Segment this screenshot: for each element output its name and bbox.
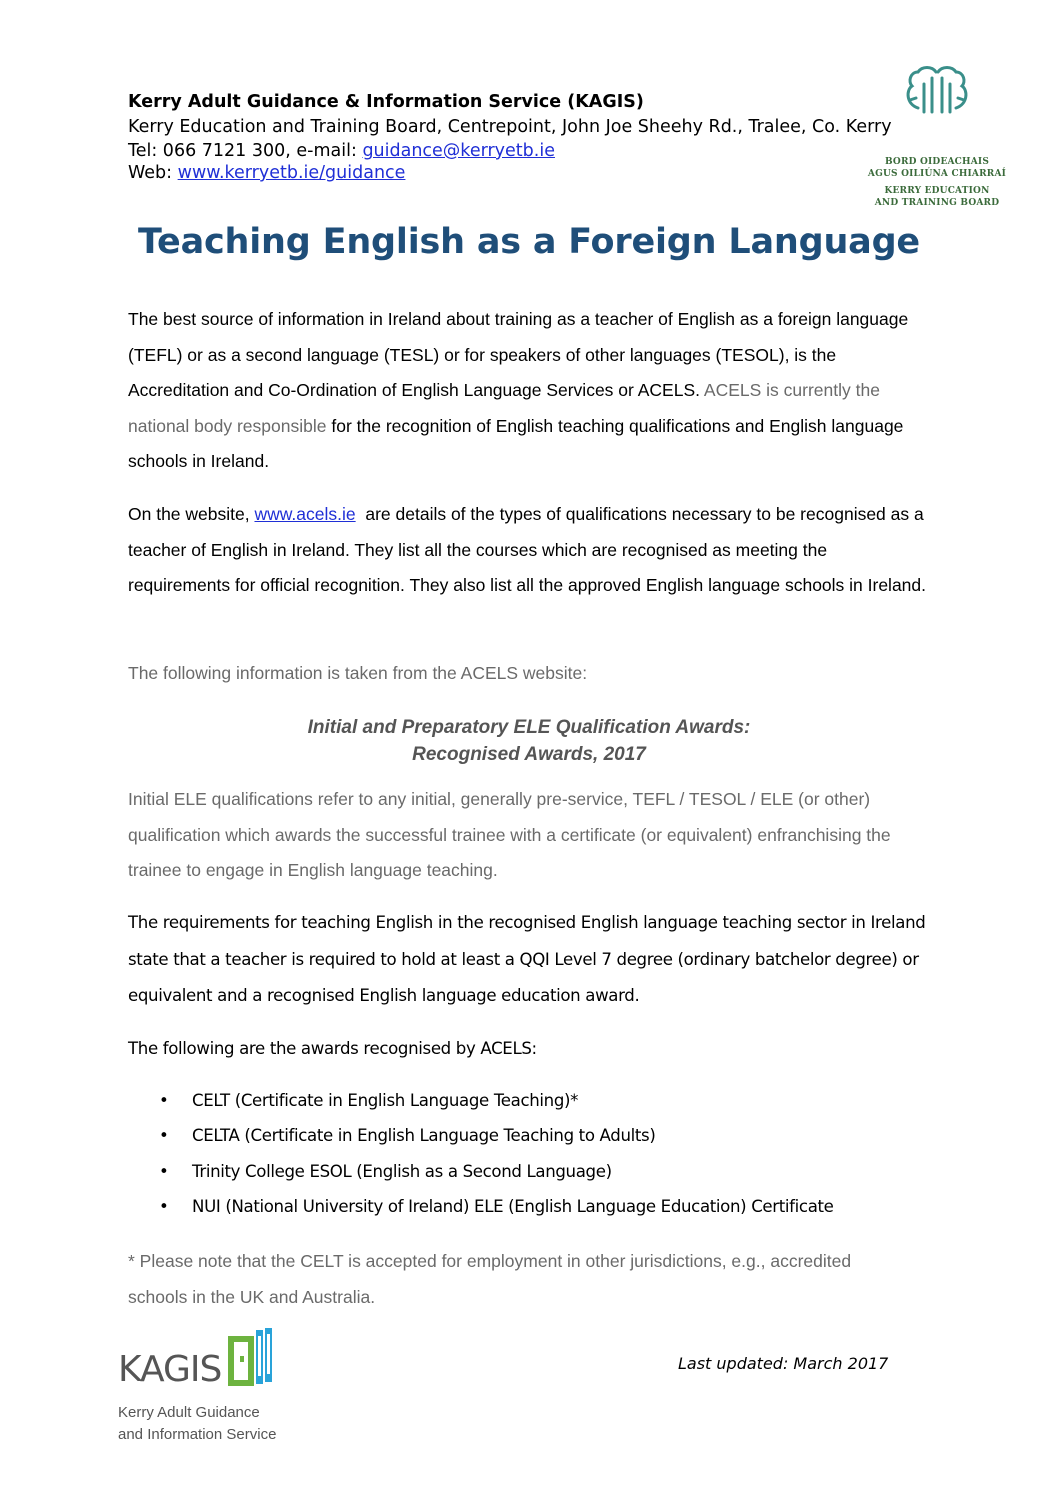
header-org-name: Kerry Adult Guidance & Information Service (KAGIS): [128, 92, 644, 112]
intro-part2: ACELS is currently the national body responsible: [128, 380, 880, 436]
kagis-wordmark: KAGIS: [118, 1349, 222, 1390]
list-item: • CELTA (Certificate in English Language Teaching to Adults): [128, 1118, 938, 1153]
kagis-logo: [118, 1326, 318, 1486]
etb-logo: [862, 60, 1012, 210]
list-item: • CELT (Certificate in English Language Teaching)*: [128, 1083, 938, 1118]
subheading-line2: Recognised Awards, 2017: [412, 744, 646, 765]
initial-ele-paragraph: Initial ELE qualifications refer to any initial, generally pre-service, TEFL / TESOL / ELE (or other) qualification which awards the successful trainee with a certificate (or equivalent) enfranchising the trainee to engage in English language teaching.: [128, 789, 891, 880]
etb-english-line2: AND TRAINING BOARD: [874, 198, 1000, 208]
header-address: Kerry Education and Training Board, Centrepoint, John Joe Sheehy Rd., Tralee, Co. Kerry: [128, 117, 892, 137]
web-link[interactable]: www.kerryetb.ie/guidance: [177, 163, 406, 183]
etb-english-line1: KERRY EDUCATION: [884, 186, 990, 196]
website-prefix: On the website,: [128, 504, 255, 524]
footnote: * Please note that the CELT is accepted for employment in other jurisdictions, e.g., accredited schools in the UK and Australia.: [128, 1251, 852, 1307]
last-updated: Last updated: March 2017: [678, 1354, 889, 1373]
bullet-icon: •: [159, 1091, 169, 1110]
list-item: • NUI (National University of Ireland) ELE (English Language Education) Certificate: [128, 1189, 938, 1224]
source-note: The following information is taken from the ACELS website:: [128, 663, 588, 683]
etb-irish-line2: AGUS OILIÚNA CHIARRAÍ: [867, 169, 1007, 179]
kagis-sub-line2: and Information Service: [118, 1426, 277, 1443]
header-web: [128, 161, 405, 186]
email-link[interactable]: guidance@kerryetb.ie: [362, 141, 555, 161]
subheading: [0, 714, 1058, 768]
header-tel: Tel: 066 7121 300, e-mail:: [128, 141, 363, 161]
kagis-subtitle: [118, 1402, 276, 1446]
page-title: Teaching English as a Foreign Language: [138, 222, 920, 262]
list-item: • Trinity College ESOL (English as a Second Language): [128, 1154, 938, 1189]
intro-part3: for the recognition of English teaching qualifications and English language schools in Ireland.: [128, 415, 904, 471]
website-paragraph: [128, 497, 928, 604]
etb-irish-line1: BORD OIDEACHAIS: [884, 157, 990, 167]
subheading-line1: Initial and Preparatory ELE Qualification Awards:: [307, 717, 751, 738]
acels-link[interactable]: www.acels.ie: [254, 504, 356, 524]
kagis-sub-line1: Kerry Adult Guidance: [118, 1404, 260, 1421]
requirements-paragraph: The requirements for teaching English in the recognised English language teaching sector in Ireland state that a teacher is required to hold at least a QQI Level 7 degree (ordinary batchelor degree) or equivalent and a recognised English language education award.: [128, 913, 926, 1005]
awards-intro: The following are the awards recognised by ACELS:: [128, 1039, 537, 1058]
header-web-label: Web:: [128, 163, 178, 183]
bullet-icon: •: [159, 1161, 169, 1181]
intro-paragraph: [128, 302, 928, 480]
etb-logo-tree-icon: [862, 60, 1012, 120]
intro-part1: The best source of information in Ireland about training as a teacher of English as a foreign language (TEFL) or as a second language (TESL) or for speakers of other languages (TESOL), is the Accreditation and Co-Ordination of English Language Services or ACELS.: [128, 309, 909, 400]
bullet-icon: •: [159, 1196, 169, 1216]
kagis-book-icon: [226, 1326, 278, 1392]
website-suffix: are details of the types of qualifications necessary to be recognised as a teacher of English in Ireland. They list all the courses which are recognised as meeting the requirements for official recognition. They also list all the approved English language schools in Ireland.: [128, 504, 929, 595]
bullet-icon: •: [159, 1126, 169, 1146]
awards-list: [128, 1083, 938, 1224]
